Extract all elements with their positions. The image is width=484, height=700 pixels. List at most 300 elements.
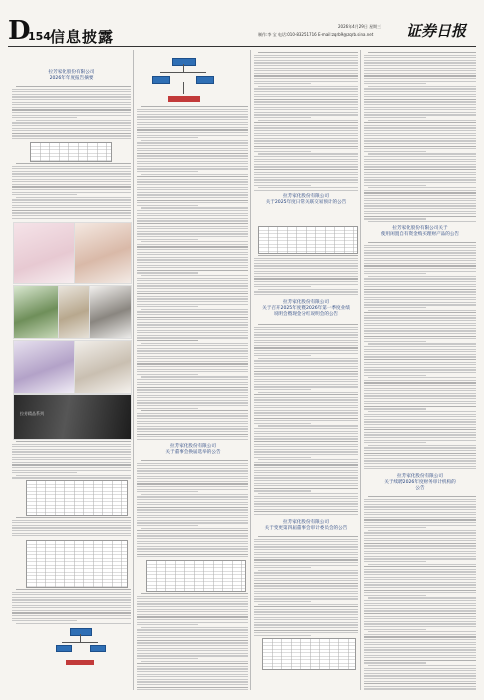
text-line <box>137 340 198 341</box>
text-line <box>364 590 476 591</box>
text-line <box>254 593 358 594</box>
text-line <box>254 397 358 398</box>
text-line <box>254 130 358 131</box>
text-line <box>364 427 476 428</box>
text-line <box>364 62 476 63</box>
text-line <box>137 129 248 130</box>
heading-title: 关于董事会换届选举的公告 <box>165 450 221 455</box>
text-line <box>12 530 131 531</box>
text-line <box>141 661 248 662</box>
text-line <box>254 353 358 354</box>
text-line <box>254 611 358 612</box>
text-line <box>12 94 131 95</box>
text-line <box>254 496 358 497</box>
text-line <box>137 161 248 162</box>
text-line <box>364 159 476 160</box>
text-line <box>254 122 358 123</box>
text-line <box>364 55 476 56</box>
text-line <box>368 343 476 344</box>
text-line <box>364 613 476 614</box>
text-line <box>137 601 248 602</box>
text-line <box>137 262 248 263</box>
text-line <box>364 260 476 261</box>
text-line <box>364 504 476 505</box>
text-line <box>137 330 248 331</box>
text-line <box>254 114 358 115</box>
text-line <box>254 60 358 61</box>
text-line <box>16 623 131 624</box>
text-line <box>364 499 476 500</box>
text-line <box>254 405 358 406</box>
text-line <box>364 372 476 373</box>
data-table <box>26 540 128 588</box>
text-line <box>141 627 248 628</box>
text-line <box>254 546 358 547</box>
text-line <box>254 441 358 442</box>
text-line <box>12 535 131 536</box>
text-line <box>141 241 248 242</box>
text-line <box>137 413 248 414</box>
text-line <box>364 341 426 342</box>
text-line <box>137 283 248 284</box>
text-line <box>364 263 476 264</box>
text-line <box>12 594 131 595</box>
text-line <box>137 556 248 557</box>
text-line <box>137 606 248 607</box>
text-line <box>137 291 248 292</box>
article-heading-6 <box>364 226 476 238</box>
text-line <box>254 70 358 71</box>
text-line <box>364 362 476 363</box>
text-line <box>137 332 248 333</box>
text-line <box>254 483 358 484</box>
text-line <box>137 345 248 346</box>
text-line <box>254 376 358 377</box>
text-line <box>258 493 358 494</box>
text-line <box>137 666 248 667</box>
text-line <box>364 519 476 520</box>
text-line <box>254 381 358 382</box>
text-line <box>364 91 476 92</box>
text-line <box>137 304 248 305</box>
text-line <box>364 281 476 282</box>
text-line <box>12 89 131 90</box>
text-line <box>258 86 358 87</box>
text-line <box>137 502 248 503</box>
text-line <box>254 185 311 186</box>
text-line <box>258 187 358 188</box>
text-line <box>137 153 248 154</box>
text-line <box>254 146 358 147</box>
text-line <box>254 386 358 387</box>
text-line <box>254 68 358 69</box>
text-line <box>137 252 248 253</box>
text-line <box>12 462 131 463</box>
text-line <box>254 169 358 170</box>
text-line <box>141 106 248 107</box>
text-line <box>137 176 248 177</box>
text-line <box>254 635 311 636</box>
text-line <box>254 575 358 576</box>
text-line <box>364 442 426 443</box>
text-line <box>364 182 476 183</box>
text-line <box>137 434 248 435</box>
text-line <box>364 166 476 167</box>
text-line <box>364 382 476 383</box>
product-photo <box>74 222 132 284</box>
text-line <box>254 117 311 118</box>
text-line <box>137 533 248 534</box>
text-line <box>137 220 248 221</box>
text-line <box>364 268 476 269</box>
text-line <box>12 128 131 129</box>
org-chart-box <box>196 76 214 84</box>
text-line <box>364 556 476 557</box>
text-line <box>254 140 358 141</box>
text-line <box>364 190 476 191</box>
text-line <box>364 636 476 637</box>
text-line <box>364 652 476 653</box>
text-line <box>137 629 248 630</box>
text-line <box>137 116 248 117</box>
text-line <box>254 467 358 468</box>
text-line <box>12 602 131 603</box>
text-line <box>254 578 358 579</box>
heading-title: 关于召开2025年度暨2026年第一季度业绩 <box>262 306 350 311</box>
text-line <box>364 161 476 162</box>
text-line <box>137 122 248 123</box>
text-line <box>364 278 476 279</box>
text-line <box>254 412 358 413</box>
text-line <box>12 91 131 92</box>
text-line <box>254 81 358 82</box>
text-line <box>364 164 476 165</box>
text-line <box>12 215 131 216</box>
article-heading-1 <box>14 70 129 82</box>
text-line <box>254 99 358 100</box>
text-line <box>254 286 311 287</box>
text-line <box>364 307 426 308</box>
text-line <box>254 433 358 434</box>
text-line <box>137 319 248 320</box>
text-line <box>258 120 358 121</box>
text-line <box>364 122 476 123</box>
editor-line: 制作:李 宝 电话:010-83251716 E-mail:zqrb9@zqrb.sina.net <box>258 32 374 37</box>
text-line <box>137 387 248 388</box>
section-title: 信息披露 <box>50 28 115 46</box>
text-line <box>254 624 358 625</box>
text-line <box>254 294 358 295</box>
text-line <box>12 618 131 619</box>
text-line <box>137 168 248 169</box>
text-line <box>16 197 131 198</box>
heading-company: 拉芳家化股份有限公司 <box>48 70 95 75</box>
text-line <box>254 451 358 452</box>
text-line <box>137 408 198 409</box>
text-line <box>254 627 358 628</box>
text-line <box>368 310 476 311</box>
text-line <box>137 119 248 120</box>
text-line <box>137 428 248 429</box>
text-line <box>141 528 248 529</box>
text-line <box>12 181 131 182</box>
text-line <box>364 138 476 139</box>
text-line <box>364 299 476 300</box>
text-line <box>364 369 476 370</box>
heading-title: 关于2025年度日常关联交易预计的公告 <box>265 200 347 205</box>
text-line <box>368 597 476 598</box>
text-line <box>254 337 358 338</box>
text-line <box>254 172 358 173</box>
text-line <box>364 416 476 417</box>
text-line <box>12 179 131 180</box>
text-line <box>137 530 248 531</box>
text-line <box>364 600 476 601</box>
text-line <box>258 255 358 256</box>
text-line <box>254 619 358 620</box>
text-line <box>364 88 476 89</box>
text-line <box>137 363 248 364</box>
text-line <box>137 272 198 273</box>
text-line <box>137 194 248 195</box>
text-line <box>254 480 358 481</box>
text-line <box>254 498 358 499</box>
text-line <box>12 122 131 123</box>
text-line <box>137 296 248 297</box>
text-line <box>364 273 426 274</box>
text-line <box>364 571 476 572</box>
text-line <box>368 496 476 497</box>
text-line <box>364 468 476 469</box>
text-line <box>137 187 248 188</box>
text-line <box>137 265 248 266</box>
text-line <box>137 148 248 149</box>
text-line <box>137 369 248 370</box>
text-line <box>254 454 358 455</box>
text-line <box>254 549 358 550</box>
text-line <box>137 350 248 351</box>
text-line <box>364 78 476 79</box>
text-line <box>137 218 248 219</box>
text-line <box>137 418 248 419</box>
text-line <box>364 569 476 570</box>
text-line <box>254 127 358 128</box>
text-line <box>137 244 248 245</box>
text-line <box>254 606 358 607</box>
text-line <box>254 190 358 191</box>
text-line <box>364 192 476 193</box>
text-line <box>364 642 476 643</box>
heading-company: 拉芳家化股份有限公司 <box>283 300 329 305</box>
text-line <box>364 60 476 61</box>
text-line <box>137 236 248 237</box>
text-line <box>364 258 476 259</box>
text-line <box>137 541 248 542</box>
text-line <box>137 358 248 359</box>
text-line <box>137 270 248 271</box>
text-line <box>137 538 248 539</box>
text-line <box>368 242 476 243</box>
text-line <box>137 551 248 552</box>
text-line <box>254 345 358 346</box>
text-line <box>137 676 248 677</box>
text-line <box>364 678 476 679</box>
text-line <box>12 186 131 187</box>
text-line <box>137 158 248 159</box>
text-line <box>16 441 131 442</box>
text-line <box>12 472 77 473</box>
text-line <box>137 468 248 469</box>
text-line <box>364 655 476 656</box>
text-line <box>254 436 358 437</box>
text-line <box>137 379 248 380</box>
text-line <box>137 200 248 201</box>
text-line <box>364 548 476 549</box>
text-line <box>254 617 358 618</box>
text-line <box>364 466 476 467</box>
text-line <box>16 163 131 164</box>
text-line <box>254 355 311 356</box>
text-line <box>364 315 476 316</box>
text-line <box>137 155 248 156</box>
text-line <box>12 597 131 598</box>
text-line <box>137 171 198 172</box>
text-line <box>364 447 476 448</box>
text-line <box>254 78 358 79</box>
text-line <box>137 181 248 182</box>
text-line <box>258 536 358 537</box>
text-line <box>12 467 131 468</box>
text-line <box>364 517 476 518</box>
text-line <box>364 434 476 435</box>
text-line <box>137 405 248 406</box>
text-line <box>368 187 476 188</box>
text-line <box>364 354 476 355</box>
text-line <box>137 127 248 128</box>
text-line <box>364 644 476 645</box>
text-line <box>137 637 248 638</box>
text-line <box>364 133 476 134</box>
text-line <box>364 127 476 128</box>
org-chart-box <box>66 660 94 665</box>
text-line <box>12 207 131 208</box>
text-line <box>364 610 476 611</box>
page-number: 154 <box>28 30 51 43</box>
text-line <box>137 335 248 336</box>
text-line <box>254 350 358 351</box>
text-line <box>137 384 248 385</box>
text-line <box>254 614 358 615</box>
text-line <box>254 490 311 491</box>
text-line <box>141 410 248 411</box>
text-line <box>12 192 131 193</box>
text-line <box>364 668 476 669</box>
heading-company: 拉芳家化股份有限公司 <box>170 444 216 449</box>
text-line <box>254 449 358 450</box>
text-line <box>137 223 248 224</box>
text-line <box>254 596 358 597</box>
text-line <box>12 184 131 185</box>
text-line <box>12 117 77 118</box>
text-line <box>254 159 358 160</box>
article-heading-5 <box>254 520 358 532</box>
text-line <box>364 419 476 420</box>
text-line <box>137 215 248 216</box>
text-line <box>137 356 248 357</box>
text-line <box>368 564 476 565</box>
text-line <box>137 132 248 133</box>
text-line <box>137 189 248 190</box>
text-line <box>364 284 476 285</box>
text-line <box>137 603 248 604</box>
text-line <box>364 639 476 640</box>
text-line <box>137 327 248 328</box>
text-line <box>137 476 248 477</box>
text-line <box>364 621 476 622</box>
text-line <box>137 426 248 427</box>
text-line <box>364 375 426 376</box>
text-line <box>258 153 358 154</box>
text-line <box>12 477 131 478</box>
text-line <box>254 271 358 272</box>
text-line <box>254 125 358 126</box>
text-line <box>12 612 131 613</box>
text-line <box>254 622 358 623</box>
text-line <box>364 367 476 368</box>
text-line <box>368 631 476 632</box>
text-line <box>364 385 476 386</box>
text-line <box>364 177 476 178</box>
text-line <box>364 57 476 58</box>
text-line <box>12 620 77 621</box>
text-line <box>254 559 358 560</box>
text-line <box>12 457 131 458</box>
text-line <box>254 83 311 84</box>
text-line <box>137 111 248 112</box>
text-line <box>254 96 358 97</box>
text-line <box>364 125 476 126</box>
text-line <box>12 527 131 528</box>
text-line <box>137 254 248 255</box>
text-line <box>137 465 248 466</box>
text-line <box>137 619 248 620</box>
text-line <box>364 551 476 552</box>
text-line <box>254 475 358 476</box>
text-line <box>137 616 248 617</box>
text-line <box>254 630 358 631</box>
text-line <box>137 611 248 612</box>
text-line <box>364 553 476 554</box>
text-line <box>364 109 476 110</box>
text-line <box>254 588 358 589</box>
text-line <box>368 276 476 277</box>
text-line <box>254 91 358 92</box>
text-line <box>364 135 476 136</box>
text-line <box>254 438 358 439</box>
text-line <box>364 304 476 305</box>
text-line <box>254 601 311 602</box>
text-line <box>137 397 248 398</box>
text-line <box>12 210 131 211</box>
text-line <box>254 363 358 364</box>
text-line <box>12 520 131 521</box>
text-line <box>137 648 248 649</box>
text-line <box>137 371 248 372</box>
text-line <box>364 649 476 650</box>
text-line <box>364 333 476 334</box>
text-line <box>12 104 131 105</box>
text-line <box>254 360 358 361</box>
